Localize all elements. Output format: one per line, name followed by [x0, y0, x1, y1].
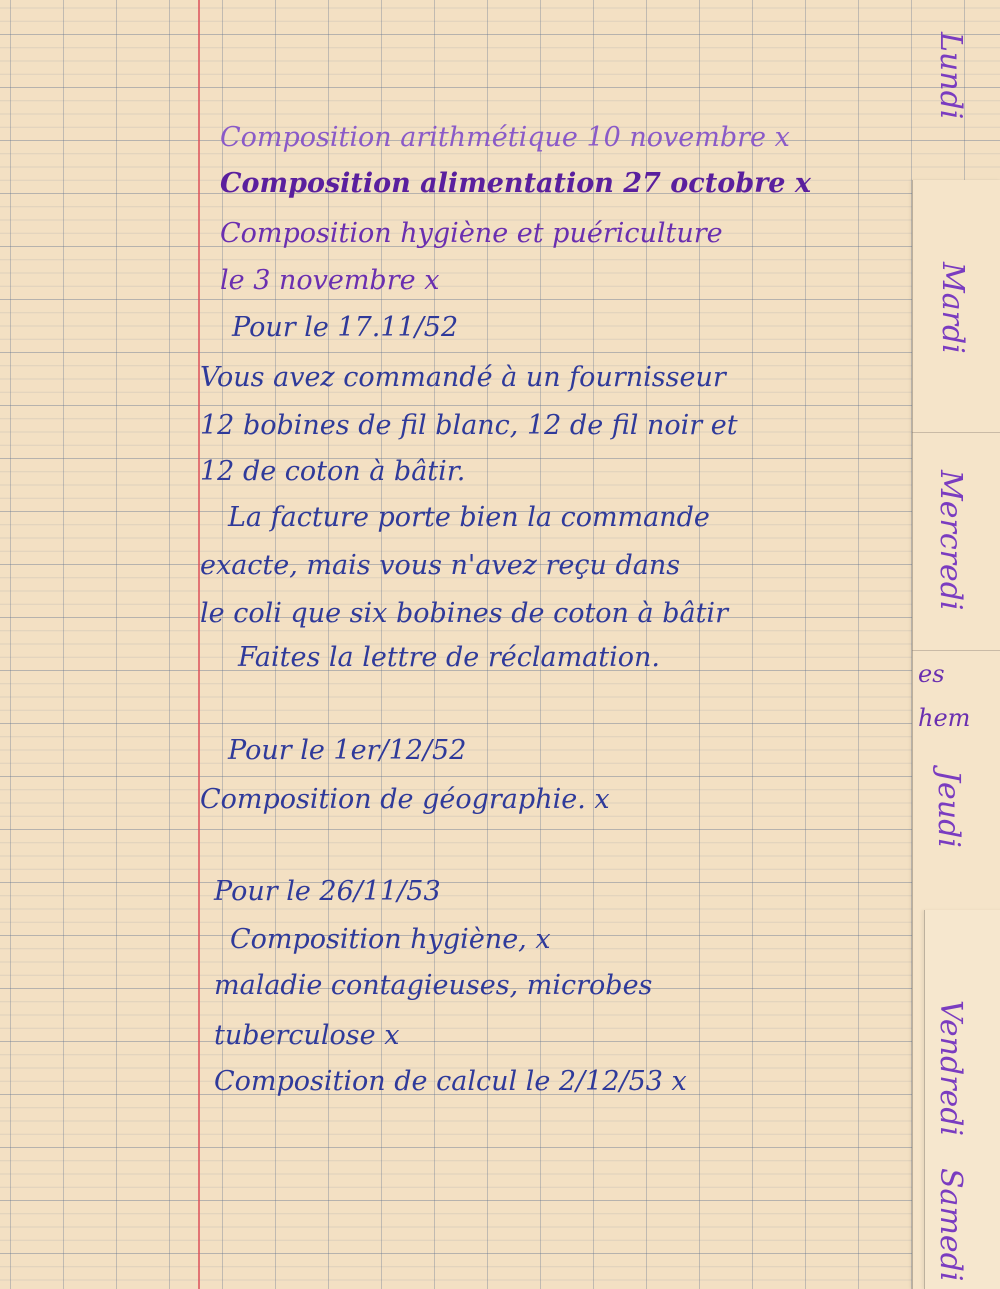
day-label-samedi: Samedi	[933, 1168, 968, 1282]
handwritten-line: 12 de coton à bâtir.	[200, 456, 466, 487]
tab-divider	[912, 432, 1000, 433]
handwritten-line: Pour le 1er/12/52	[228, 735, 467, 766]
day-label-lundi: Lundi	[933, 32, 968, 120]
margin-note: hem	[918, 704, 971, 732]
handwritten-line: le coli que six bobines de coton à bâtir	[200, 598, 728, 629]
handwritten-line: maladie contagieuses, microbes	[214, 970, 653, 1001]
handwritten-line: Vous avez commandé à un fournisseur	[200, 362, 726, 393]
handwritten-line: Composition hygiène et puériculture	[220, 218, 723, 249]
handwritten-line: Faites la lettre de réclamation.	[238, 642, 660, 673]
day-label-jeudi: Jeudi	[931, 770, 966, 848]
day-label-mardi: Mardi	[935, 262, 970, 354]
handwritten-line: Pour le 17.11/52	[232, 312, 459, 343]
handwritten-line: Composition alimentation 27 octobre x	[220, 168, 811, 199]
handwritten-line: Pour le 26/11/53	[214, 876, 441, 907]
handwritten-line: 12 bobines de fil blanc, 12 de fil noir et	[200, 410, 738, 441]
tab-divider	[912, 650, 1000, 651]
handwritten-line: Composition hygiène, x	[230, 924, 551, 955]
day-label-mercredi: Mercredi	[933, 470, 968, 611]
handwritten-line: tuberculose x	[214, 1020, 400, 1051]
handwritten-line: Composition arithmétique 10 novembre x	[220, 122, 790, 153]
handwritten-line: La facture porte bien la commande	[228, 502, 710, 533]
handwritten-line: Composition de géographie. x	[200, 784, 610, 815]
handwritten-line: le 3 novembre x	[220, 265, 440, 296]
handwritten-line: Composition de calcul le 2/12/53 x	[214, 1066, 687, 1097]
margin-note: es	[918, 660, 945, 688]
margin-line	[198, 0, 200, 1289]
handwritten-line: exacte, mais vous n'avez reçu dans	[200, 550, 681, 581]
day-label-vendredi: Vendredi	[933, 1000, 968, 1137]
